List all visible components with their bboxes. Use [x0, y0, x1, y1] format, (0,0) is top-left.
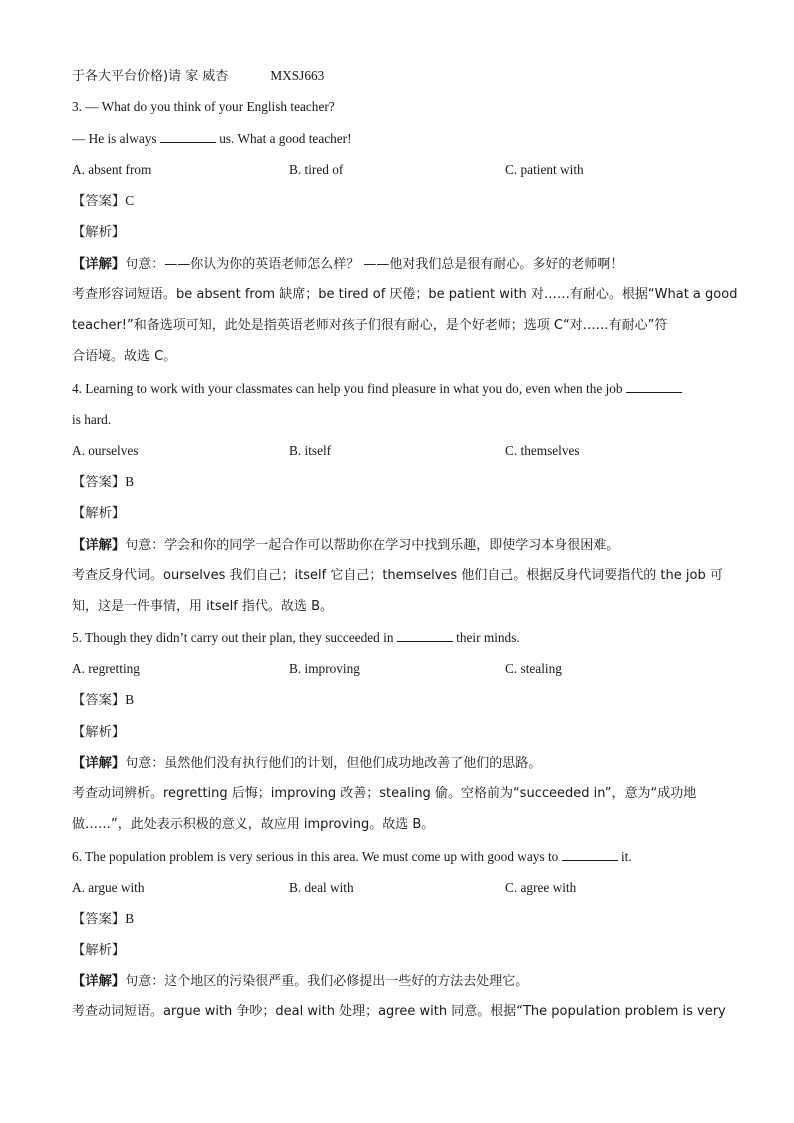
q5-option-c: C. stealing: [505, 661, 562, 676]
analysis-label: 【解析】: [72, 725, 126, 740]
q3-analysis: [72, 223, 125, 242]
q4-analysis: [72, 504, 125, 523]
q6-option-a: A. argue with: [72, 880, 145, 895]
q4-blank: [626, 380, 682, 393]
q5-stem-pre: 5. Though they didn’t carry out their plan, they succeeded in: [72, 630, 394, 645]
q3-explanation-1: 考查形容词短语。be absent from 缺席；be tired of 厌倦；be patient with 对……有耐心。根据“What a good: [72, 287, 738, 302]
q5-answer-value: B: [125, 692, 135, 707]
q6-blank: [562, 848, 618, 861]
q6-stem: [72, 848, 632, 866]
analysis-label: 【解析】: [72, 943, 126, 958]
q4-detail: [72, 536, 619, 555]
q5-stem-post: their minds.: [456, 630, 520, 645]
q4-stem-cont: is hard.: [72, 412, 112, 427]
q4-answer-value: B: [125, 474, 135, 489]
analysis-label: 【解析】: [72, 225, 126, 240]
q4-stem: [72, 380, 682, 398]
header-line: [72, 67, 324, 86]
q6-detail: [72, 972, 528, 991]
q5-blank: [397, 629, 453, 642]
q5-answer: [72, 691, 134, 710]
q5-stem: [72, 629, 520, 647]
analysis-label: 【解析】: [72, 506, 126, 521]
q3-stem: 3. — What do you think of your English teacher?: [72, 99, 335, 114]
q5-option-a: A. regretting: [72, 661, 140, 676]
q3-detail-text: 句意：——你认为你的英语老师怎么样？ ——他对我们总是很有耐心。多好的老师啊！: [125, 257, 624, 272]
q5-detail: [72, 754, 541, 773]
q6-explanation-1: 考查动词短语。argue with 争吵；deal with 处理；agree with 同意。根据“The population problem is very: [72, 1004, 726, 1019]
q3-answer-value: C: [125, 193, 135, 208]
q4-option-b: B. itself: [289, 443, 332, 458]
q6-answer: [72, 910, 134, 929]
q6-stem-post: it.: [620, 849, 632, 864]
q3-reply-pre: — He is always: [72, 131, 157, 146]
header-code: MXSJ663: [270, 68, 325, 83]
q3-option-b: B. tired of: [289, 162, 344, 177]
q4-explanation-2: 知，这是一件事情，用 itself 指代。故选 B。: [72, 599, 333, 614]
q6-stem-pre: 6. The population problem is very serious in this area. We must come up with good ways to: [72, 849, 559, 864]
q6-analysis: [72, 941, 125, 960]
answer-label: 【答案】: [72, 194, 126, 209]
q3-blank: [160, 130, 216, 143]
q3-reply-post: us. What a good teacher!: [219, 131, 352, 146]
q5-explanation-2: 做……”，此处表示积极的意义，故应用 improving。故选 B。: [72, 817, 435, 832]
detail-label: 【详解】: [72, 974, 126, 989]
answer-label: 【答案】: [72, 693, 126, 708]
q4-option-c: C. themselves: [505, 443, 580, 458]
q6-option-b: B. deal with: [289, 880, 354, 895]
q3-option-c: C. patient with: [505, 162, 584, 177]
q4-detail-text: 句意：学会和你的同学一起合作可以帮助你在学习中找到乐趣，即使学习本身很困难。: [125, 538, 620, 553]
q3-answer: [72, 192, 134, 211]
q6-answer-value: B: [125, 911, 135, 926]
detail-label: 【详解】: [72, 756, 126, 771]
q3-detail: [72, 255, 623, 274]
q5-option-b: B. improving: [289, 661, 360, 676]
q4-option-a: A. ourselves: [72, 443, 139, 458]
q3-reply: [72, 130, 352, 148]
q3-explanation-3: 合语境。故选 C。: [72, 349, 177, 364]
q5-detail-text: 句意：虽然他们没有执行他们的计划，但他们成功地改善了他们的思路。: [125, 756, 542, 771]
q4-explanation-1: 考查反身代词。ourselves 我们自己；itself 它自己；themselves 他们自己。根据反身代词要指代的 the job 可: [72, 568, 723, 583]
answer-label: 【答案】: [72, 475, 126, 490]
q4-stem-pre: 4. Learning to work with your classmates can help you find pleasure in what you do, even when the job: [72, 381, 623, 396]
q5-analysis: [72, 723, 125, 742]
detail-label: 【详解】: [72, 538, 126, 553]
q3-option-a: A. absent from: [72, 162, 152, 177]
answer-label: 【答案】: [72, 912, 126, 927]
q5-explanation-1: 考查动词辨析。regretting 后悔；improving 改善；stealing 偷。空格前为“succeeded in”，意为“成功地: [72, 786, 697, 801]
q6-detail-text: 句意：这个地区的污染很严重。我们必修提出一些好的方法去处理它。: [125, 974, 529, 989]
detail-label: 【详解】: [72, 257, 126, 272]
q3-explanation-2: teacher!”和备选项可知，此处是指英语老师对孩子们很有耐心，是个好老师；选项 C“对……有耐心”符: [72, 318, 668, 333]
q6-option-c: C. agree with: [505, 880, 577, 895]
header-text: 于各大平台价格)请 家 威杏: [72, 69, 229, 84]
q4-answer: [72, 473, 134, 492]
